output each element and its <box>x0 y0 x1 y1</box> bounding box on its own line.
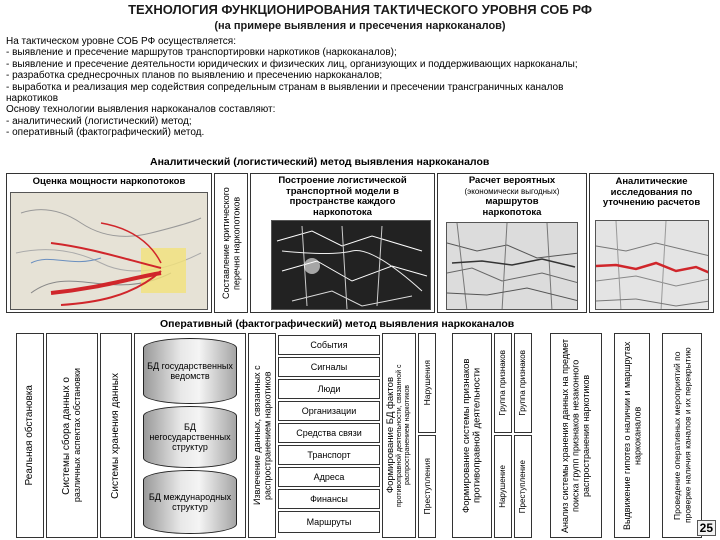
intro-text <box>6 36 714 139</box>
panel-transport-model-label: Построение логистической транспортной модели в пространстве каждого наркопотока <box>278 175 407 218</box>
col-signs-system <box>452 333 492 538</box>
intro-line: - оперативный (фактографический) метод. <box>6 127 205 139</box>
category-item: Средства связи <box>278 423 380 443</box>
col-storage-analysis-label: Анализ системы хранения данных на предмет поиска групп признаков незаконного распространения наркотиков <box>560 338 592 533</box>
category-item: Маршруты <box>278 511 380 533</box>
page-number: 25 <box>697 520 716 536</box>
db-international-label: БД международных структур <box>148 492 232 512</box>
col-data-collection <box>46 333 98 538</box>
transport-model-map <box>271 220 431 310</box>
db-nonstate <box>143 406 237 468</box>
col-facts-db-label-2: противоправной деятельности, связанной с распространением наркотиков <box>396 364 412 507</box>
flow-map-image <box>10 192 208 310</box>
facts-violations-label: Нарушения <box>421 360 432 406</box>
research-map-image <box>595 220 709 310</box>
panel-critical-list <box>214 173 248 313</box>
panel-route-sub: (экономически выгодных) <box>464 186 560 196</box>
category-item: Организации <box>278 401 380 421</box>
category-item: Транспорт <box>278 445 380 465</box>
db-panel <box>134 333 246 538</box>
signs-group-2-label: Группа признаков <box>517 350 527 416</box>
col-facts-db <box>382 333 416 538</box>
panel-route-tail: маршрутов наркопотока <box>482 196 542 218</box>
signs-group-1-label: Группа признаков <box>497 350 507 416</box>
col-hypothesis-label: Выдвижение гипотез о наличии и маршрутах наркоканалов <box>621 341 642 530</box>
col-real-situation <box>16 333 44 538</box>
panel-route-title: Расчет вероятных <box>468 175 556 186</box>
categories-list <box>278 333 380 538</box>
panel-critical-list-label: Составление критического перечня наркопотоков <box>220 187 241 299</box>
page-subtitle: (на примере выявления и пресечения наркоканалов) <box>214 20 506 32</box>
col-data-collection-label-2: различных аспектах обстановки <box>72 368 82 503</box>
col-hypothesis <box>614 333 650 538</box>
signs-violation-label: Нарушение <box>497 465 507 508</box>
col-real-situation-label: Реальная обстановка <box>23 385 35 486</box>
category-item: Сигналы <box>278 357 380 377</box>
intro-line: наркотиков <box>6 93 59 105</box>
intro-line: - выявление и пресечение деятельности юридических и физических лиц, организующих и поддерживающих наркоканалы; <box>6 58 578 70</box>
panel-transport-model <box>250 173 435 313</box>
db-international <box>143 470 237 534</box>
panel-analytical-research-label: Аналитические исследования по уточнению расчетов <box>602 176 701 208</box>
facts-crimes-label: Преступления <box>421 458 432 515</box>
category-item: События <box>278 335 380 355</box>
transport-model-svg <box>272 221 431 310</box>
route-map-svg <box>447 223 578 310</box>
route-map-image <box>446 222 578 310</box>
col-data-collection-label-1: Системы сбора данных о <box>60 376 72 495</box>
signs-crime <box>514 435 532 538</box>
panel-flow-capacity <box>6 173 212 313</box>
signs-violation <box>494 435 512 538</box>
col-data-storage <box>100 333 132 538</box>
db-state-label: БД государственных ведомств <box>147 361 233 381</box>
panel-flow-capacity-label: Оценка мощности наркопотоков <box>32 176 186 187</box>
db-state <box>143 338 237 404</box>
intro-line: - аналитический (логистический) метод; <box>6 115 192 127</box>
col-data-extraction <box>248 333 276 538</box>
facts-violations <box>418 333 436 433</box>
db-nonstate-label: БД негосударственных структур <box>149 422 231 452</box>
col-operations <box>662 333 702 538</box>
col-storage-analysis <box>550 333 602 538</box>
panel-route-calculation <box>437 173 587 313</box>
col-operations-label: Проведение оперативных мероприятий по проверке наличия каналов и их перекрытию <box>671 347 692 524</box>
analytical-section-title: Аналитический (логистический) метод выявления наркоканалов <box>150 156 490 168</box>
col-data-extraction-label: Извлечение данных, связанных с распространением наркотиков <box>251 365 272 506</box>
category-item: Люди <box>278 379 380 399</box>
intro-line: Основу технологии выявления наркоканалов составляют: <box>6 104 276 116</box>
category-item: Финансы <box>278 489 380 509</box>
col-facts-db-label-1: Формирование БД фактов <box>384 377 396 494</box>
col-signs-system-label: Формирование системы признаков противоправной деятельности <box>460 358 482 513</box>
intro-line: - разработка среднесрочных планов по выявлению и пресечению наркоканалов; <box>6 70 383 82</box>
signs-group-2 <box>514 333 532 433</box>
flow-map-svg <box>11 193 208 310</box>
panel-analytical-research <box>589 173 714 313</box>
facts-crimes <box>418 435 436 538</box>
intro-line: На тактическом уровне СОБ РФ осуществляется: <box>6 36 237 47</box>
col-data-storage-label: Системы хранения данных <box>109 372 121 499</box>
operational-section-title: Оперативный (фактографический) метод выявления наркоканалов <box>160 318 515 330</box>
research-map-svg <box>596 221 709 310</box>
category-item: Адреса <box>278 467 380 487</box>
signs-group-1 <box>494 333 512 433</box>
intro-line: - выработка и реализация мер содействия сопредельным странам в выявлении и пресечении трансграничных каналов <box>6 81 564 93</box>
intro-line: - выявление и пресечение маршрутов транспортировки наркотиков (наркоканалов); <box>6 47 397 59</box>
signs-crime-label: Преступление <box>517 459 527 514</box>
page-title: ТЕХНОЛОГИЯ ФУНКЦИОНИРОВАНИЯ ТАКТИЧЕСКОГО УРОВНЯ СОБ РФ <box>128 2 592 17</box>
